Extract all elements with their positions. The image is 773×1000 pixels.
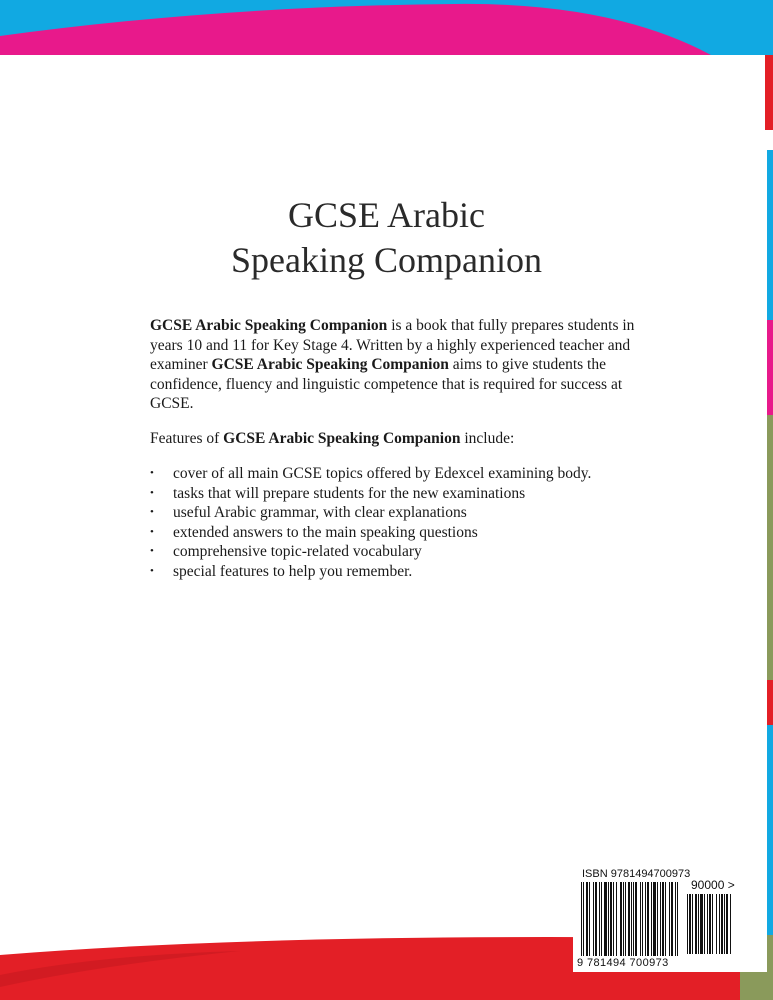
intro-text-1: is a book that fully prepares students in years 10 and 11 for Key Stage 4. Written by a highly experienced teacher and examiner	[150, 317, 635, 373]
isbn-label: ISBN 9781494700973	[582, 868, 691, 880]
bullet-icon: •	[150, 525, 154, 538]
list-item	[150, 542, 630, 562]
list-item	[150, 562, 630, 582]
addon-barcode-icon	[687, 894, 747, 956]
features-heading-prefix: Features of	[150, 430, 224, 447]
list-item	[150, 503, 630, 523]
top-color-band	[0, 0, 773, 60]
intro-paragraph	[150, 316, 640, 414]
intro-bold-title-2: GCSE Arabic Speaking Companion	[211, 356, 449, 373]
bullet-icon: •	[150, 506, 154, 518]
list-item	[150, 523, 630, 543]
list-item-text: extended answers to the main speaking questions	[173, 523, 478, 541]
features-list	[150, 464, 630, 581]
price-code: 90000 >	[691, 878, 735, 892]
isbn-digits: 9 781494 700973	[577, 957, 669, 969]
features-heading-suffix: include:	[460, 430, 515, 447]
barcode-icon	[581, 882, 683, 958]
bullet-icon: •	[150, 486, 154, 499]
list-item	[150, 484, 630, 504]
bullet-icon: •	[150, 564, 154, 577]
features-heading	[150, 429, 640, 449]
bullet-icon: •	[150, 467, 154, 479]
list-item-text: tasks that will prepare students for the new examinations	[173, 484, 526, 502]
intro-text-2: aims to give students the confidence, fluency and linguistic competence that is required for success at GCSE.	[150, 356, 623, 412]
list-item-text: cover of all main GCSE topics offered by Edexcel examining body.	[173, 465, 592, 482]
right-edge-strip	[757, 55, 773, 940]
barcode-panel	[573, 866, 767, 972]
list-item-text: special features to help you remember.	[173, 562, 413, 580]
book-title-line-2: Speaking Companion	[231, 240, 542, 280]
list-item-text: comprehensive topic-related vocabulary	[173, 543, 422, 560]
intro-bold-title: GCSE Arabic Speaking Companion	[150, 317, 388, 334]
list-item-text: useful Arabic grammar, with clear explanations	[173, 504, 467, 521]
bullet-icon: •	[150, 545, 154, 557]
features-heading-bold: GCSE Arabic Speaking Companion	[223, 430, 461, 447]
list-item	[150, 464, 630, 484]
book-title-line-1: GCSE Arabic	[288, 195, 485, 235]
